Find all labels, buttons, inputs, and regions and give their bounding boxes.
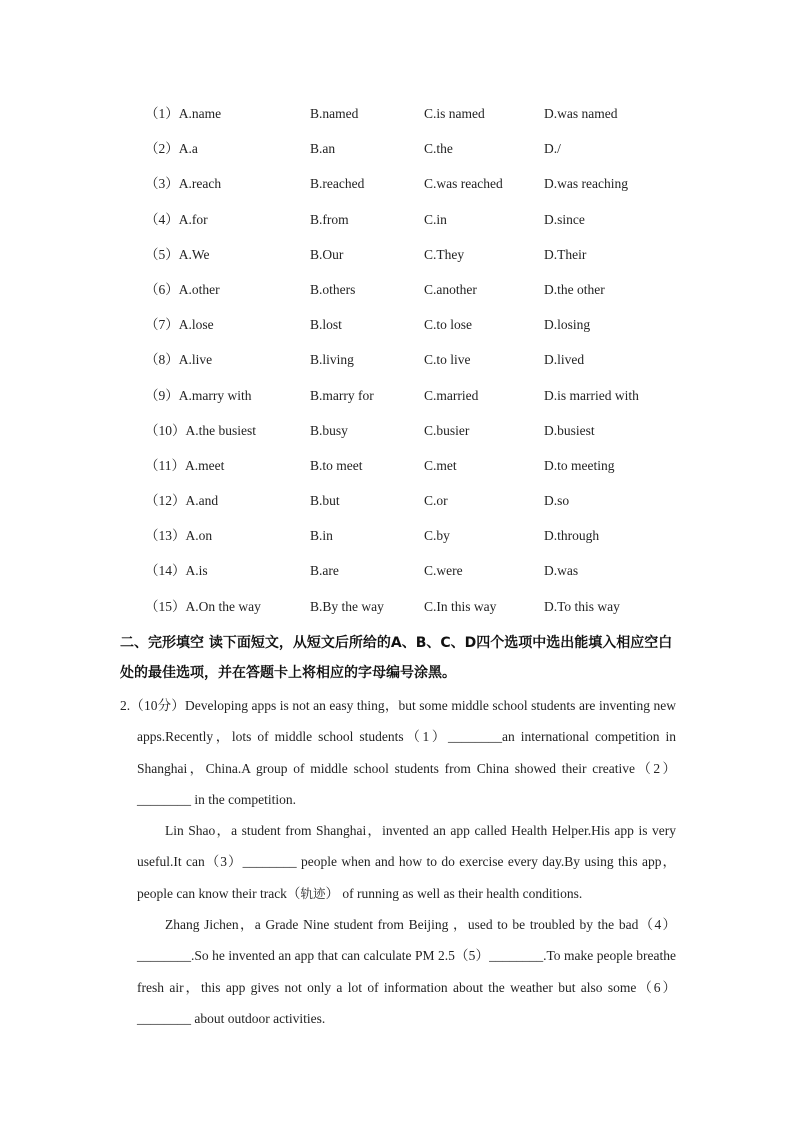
option-c: C.married [424, 387, 479, 403]
option-c: C.or [424, 493, 448, 509]
option-d: D.was named [544, 106, 618, 121]
paragraph-2-chinese-gloss: 轨迹 [300, 885, 326, 901]
option-d: D.so [544, 493, 570, 509]
option-b: B.Our [310, 246, 344, 262]
option-b: B.to meet [310, 457, 363, 473]
option-c: C.is named [424, 106, 485, 121]
option-b: B.marry for [310, 387, 374, 403]
option-row [145, 349, 705, 384]
option-a: （11）A.meet [145, 457, 225, 473]
paragraph-2-text-b: ） of running as well as their health conditions. [325, 885, 583, 901]
option-a: （7）A.lose [145, 317, 214, 333]
option-b: B.lost [310, 317, 342, 333]
option-d: D./ [544, 141, 561, 157]
option-b: B.from [310, 211, 349, 227]
option-b: B.By the way [310, 598, 384, 614]
option-c: C.In this way [424, 598, 497, 614]
option-c: C.the [424, 141, 453, 157]
option-d: D.losing [544, 317, 591, 333]
option-c: C.They [424, 246, 465, 262]
paragraph-2-text-a: Lin Shao，a student from Shanghai，invented an app called Health Helper.His app is very useful.It can（3）________ people when and how to do exercise every day.By using this app，people can know their track（ [137, 823, 676, 901]
option-row [145, 455, 705, 490]
question-paragraph-1: 2.（10分）Developing apps is not an easy thing，but some middle school students are inventing new apps.Recently，lots of middle school students（1）________an international competition in Shanghai，China.A group of middle school students from China showed their creative（2）________ in the competition. [120, 698, 676, 807]
option-d: D.the other [544, 281, 605, 297]
option-b: B.others [310, 281, 356, 297]
option-row [145, 525, 705, 560]
option-a: （9）A.marry with [145, 387, 252, 403]
answer-options-table [145, 103, 705, 631]
option-row [145, 209, 705, 244]
option-b: B.are [310, 563, 339, 579]
option-d: D.was reaching [544, 176, 628, 192]
option-row [145, 385, 705, 420]
option-c: C.by [424, 528, 450, 544]
option-c: C.were [424, 563, 463, 579]
option-a: （15）A.On the way [145, 598, 261, 614]
option-a: （8）A.live [145, 352, 213, 368]
option-row [145, 279, 705, 314]
option-row [145, 173, 705, 208]
option-d: D.was [544, 563, 579, 579]
option-d: D.since [544, 211, 585, 227]
option-row [145, 138, 705, 173]
option-d: D.busiest [544, 422, 595, 438]
option-d: D.To this way [544, 598, 620, 614]
option-b: B.named [310, 106, 359, 121]
option-b: B.in [310, 528, 333, 544]
option-row [145, 314, 705, 349]
option-c: C.another [424, 281, 477, 297]
option-row [145, 596, 705, 631]
option-d: D.to meeting [544, 457, 615, 473]
option-c: C.busier [424, 422, 470, 438]
option-row [145, 103, 705, 138]
option-row [145, 244, 705, 279]
section-heading: 二、完形填空 读下面短文，从短文后所给的A、B、C、D四个选项中选出能填入相应空白处的最佳选项，并在答题卡上将相应的字母编号涂黑。 [120, 635, 673, 681]
option-d: D.is married with [544, 387, 639, 403]
question-paragraph-2 [120, 815, 676, 909]
option-c: C.was reached [424, 176, 503, 192]
option-c: C.to lose [424, 317, 473, 333]
option-b: B.but [310, 493, 340, 509]
option-a: （1）A.name [145, 106, 222, 121]
question-2 [120, 690, 676, 1034]
option-a: （5）A.We [145, 246, 210, 262]
option-a: （14）A.is [145, 563, 208, 579]
option-b: B.busy [310, 422, 348, 438]
option-c: C.met [424, 457, 457, 473]
option-a: （6）A.other [145, 281, 220, 297]
option-a: （10）A.the busiest [145, 422, 256, 438]
option-row [145, 560, 705, 595]
option-d: D.lived [544, 352, 585, 368]
option-a: （12）A.and [145, 493, 219, 509]
option-a: （3）A.reach [145, 176, 222, 192]
option-c: C.to live [424, 352, 471, 368]
option-d: D.through [544, 528, 600, 544]
option-a: （4）A.for [145, 211, 208, 227]
option-a: （2）A.a [145, 141, 198, 157]
option-a: （13）A.on [145, 528, 213, 544]
option-b: B.an [310, 141, 336, 157]
option-b: B.living [310, 352, 354, 368]
option-b: B.reached [310, 176, 365, 192]
option-c: C.in [424, 211, 447, 227]
question-paragraph-3: Zhang Jichen，a Grade Nine student from Beijing ，used to be troubled by the bad（4）________.So he invented an app that can calculate PM 2.5（5）________.To make people breathe fresh air，this app gives not only a lot of information about the weather but also some（6）________ about outdoor activities. [137, 917, 676, 1026]
option-row [145, 420, 705, 455]
option-row [145, 490, 705, 525]
option-d: D.Their [544, 246, 587, 262]
